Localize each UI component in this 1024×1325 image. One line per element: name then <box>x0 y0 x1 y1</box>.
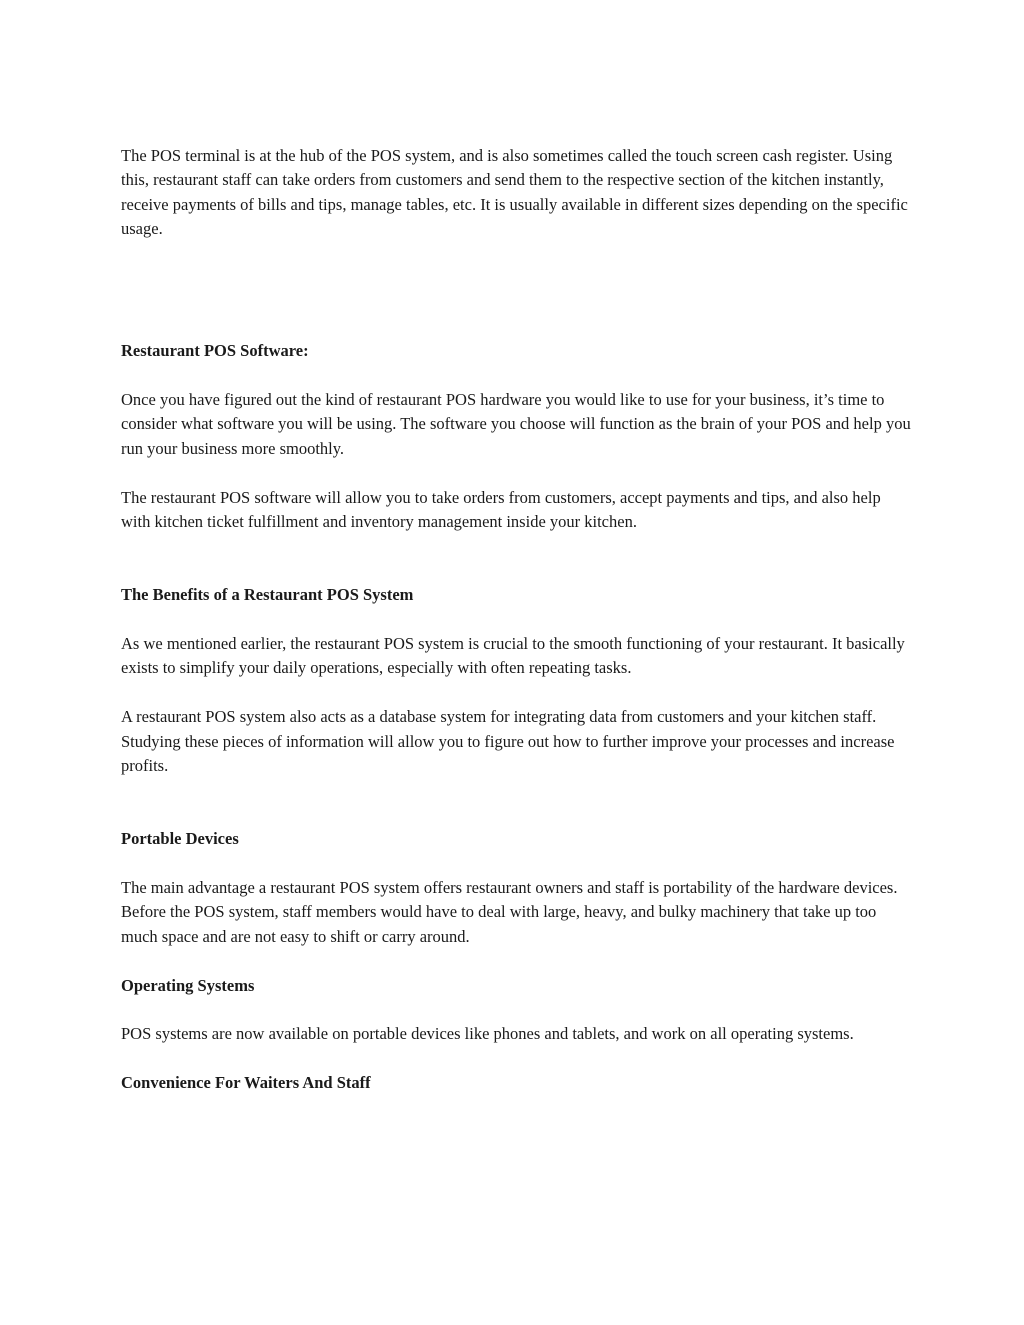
spacer <box>121 364 911 388</box>
spacer <box>121 949 911 973</box>
spacer <box>121 461 911 485</box>
heading-restaurant-pos-software: Restaurant POS Software: <box>121 341 309 361</box>
spacer <box>121 534 911 583</box>
paragraph-benefits-smooth: As we mentioned earlier, the restaurant POS system is crucial to the smooth functioning of your restaurant. It basically exists to simplify your daily operations, especially with often repeating tasks. <box>121 634 905 678</box>
spacer <box>121 852 911 876</box>
document-body <box>121 144 911 1096</box>
heading-portable-devices: Portable Devices <box>121 829 239 849</box>
spacer <box>121 242 911 340</box>
spacer <box>121 1047 911 1071</box>
paragraph-portable-devices: The main advantage a restaurant POS system offers restaurant owners and staff is portability of the hardware devices. Before the POS system, staff members would have to deal with large, heavy, and bulky machinery that take up too much space and are not easy to shift or carry around. <box>121 878 898 946</box>
spacer <box>121 998 911 1022</box>
paragraph-pos-terminal: The POS terminal is at the hub of the POS system, and is also sometimes called the touch screen cash register. Using this, restaurant staff can take orders from customers and send them to the respective section of the kitchen instantly, receive payments of bills and tips, manage tables, etc. It is usually available in different sizes depending on the specific usage. <box>121 146 908 239</box>
spacer <box>121 608 911 632</box>
paragraph-operating-systems: POS systems are now available on portable devices like phones and tablets, and work on all operating systems. <box>121 1024 854 1044</box>
spacer <box>121 778 911 827</box>
heading-benefits: The Benefits of a Restaurant POS System <box>121 585 414 605</box>
paragraph-software-features: The restaurant POS software will allow you to take orders from customers, accept payments and tips, and also help with kitchen ticket fulfillment and inventory management inside your kitchen. <box>121 487 881 532</box>
heading-operating-systems: Operating Systems <box>121 975 255 995</box>
heading-convenience: Convenience For Waiters And Staff <box>121 1073 371 1093</box>
paragraph-benefits-database: A restaurant POS system also acts as a database system for integrating data from customers and your kitchen staff. Studying these pieces of information will allow you to figure out how to further improve your processes and increase profits. <box>121 707 895 776</box>
spacer <box>121 681 911 705</box>
paragraph-software-choice: Once you have figured out the kind of restaurant POS hardware you would like to use for your business, it’s time to consider what software you will be using. The software you choose will function as the brain of your POS and help you run your business more smoothly. <box>121 390 911 458</box>
